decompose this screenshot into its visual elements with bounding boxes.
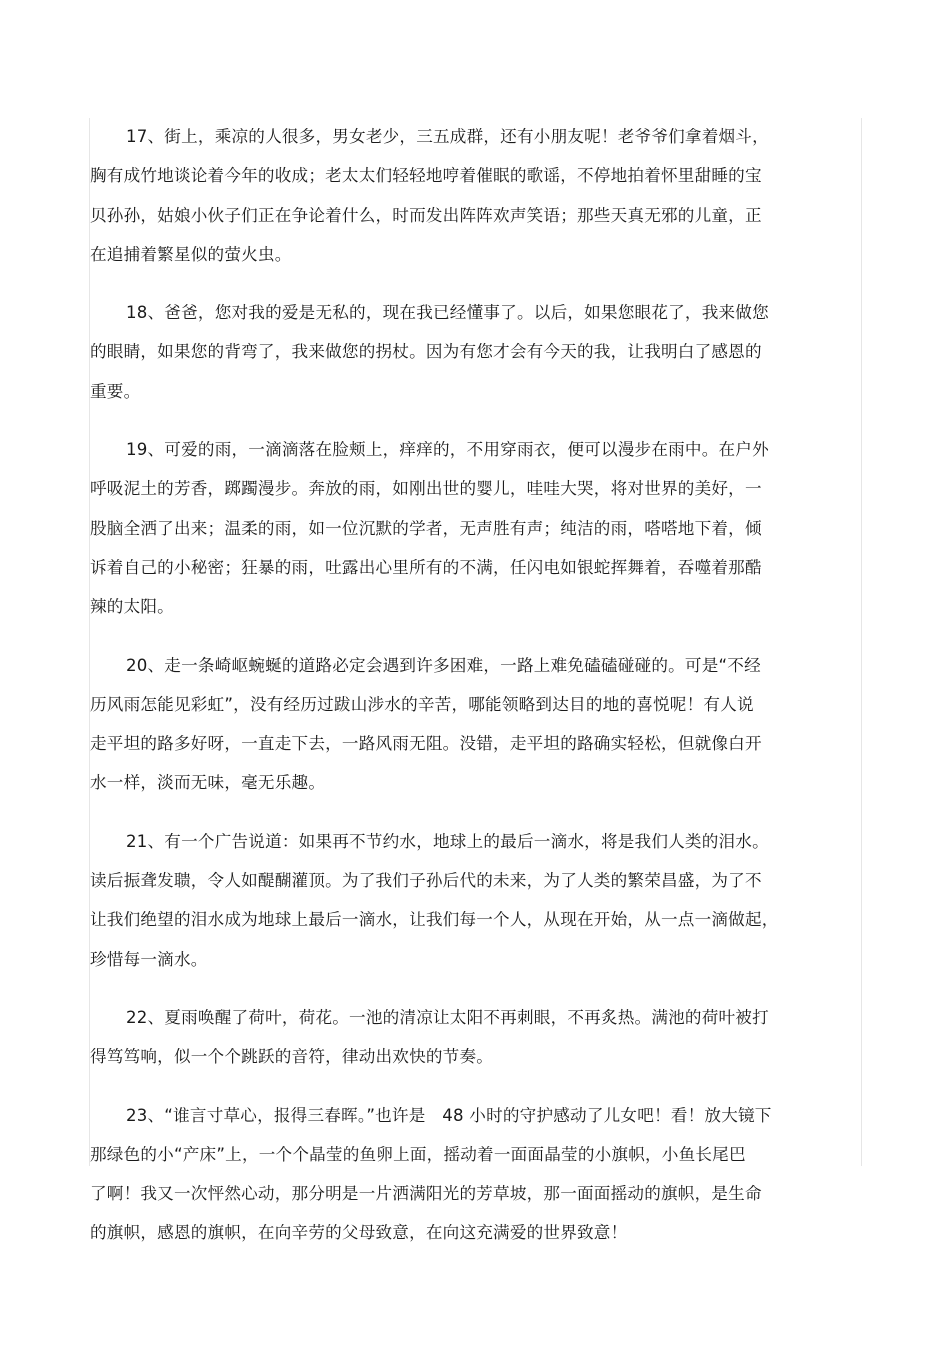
paragraph-line: 19、可爱的雨，一滴滴落在脸颊上，痒痒的，不用穿雨衣，便可以漫步在雨中。在户外: [126, 440, 769, 460]
document-body: [90, 117, 835, 1272]
paragraph-line: 珍惜每一滴水。: [90, 949, 208, 969]
paragraph-line: 23、“谁言寸草心，报得三春晖。”也许是 48 小时的守护感动了儿女吧！看！放大镜下: [126, 1105, 772, 1125]
paragraph-line: 辣的太阳。: [90, 597, 174, 617]
paragraph-line: 读后振聋发聩，令人如醍醐灌顶。为了我们子孙后代的未来，为了人类的繁荣昌盛，为了不: [90, 871, 762, 891]
paragraph-line: 贝孙孙，姑娘小伙子们正在争论着什么，时而发出阵阵欢声笑语；那些天真无邪的儿童，正: [90, 205, 762, 225]
paragraph-line: 胸有成竹地谈论着今年的收成；老太太们轻轻地哼着催眠的歌谣，不停地拍着怀里甜睡的宝: [90, 166, 762, 186]
paragraph-line: 了啊！我又一次怦然心动，那分明是一片洒满阳光的芳草坡，那一面面摇动的旗帜，是生命: [90, 1184, 762, 1204]
paragraph-line: 让我们绝望的泪水成为地球上最后一滴水，让我们每一个人，从现在开始，从一点一滴做起，: [90, 910, 779, 930]
paragraph-6: [90, 998, 835, 1077]
paragraph-3: [90, 430, 835, 626]
paragraph-line: 22、夏雨唤醒了荷叶，荷花。一池的清凉让太阳不再刺眼，不再炙热。满池的荷叶被打: [126, 1007, 769, 1027]
paragraph-4: [90, 646, 835, 803]
paragraph-2: [90, 293, 835, 411]
paragraph-5: [90, 822, 835, 979]
paragraph-line: 那绿色的小“产床”上，一个个晶莹的鱼卵上面，摇动着一面面晶莹的小旗帜，小鱼长尾巴: [90, 1144, 746, 1164]
paragraph-line: 得笃笃响，似一个个跳跃的音符，律动出欢快的节奏。: [90, 1047, 494, 1067]
paragraph-line: 18、爸爸，您对我的爱是无私的，现在我已经懂事了。以后，如果您眼花了，我来做您: [126, 303, 769, 323]
paragraph-line: 走平坦的路多好呀，一直走下去，一路风雨无阻。没错，走平坦的路确实轻松，但就像白开: [90, 734, 762, 754]
paragraph-1: [90, 117, 835, 274]
paragraph-line: 重要。: [90, 381, 141, 401]
paragraph-line: 诉着自己的小秘密；狂暴的雨，吐露出心里所有的不满，任闪电如银蛇挥舞着，吞噬着那酷: [90, 557, 762, 577]
paragraph-line: 股脑全洒了出来；温柔的雨，如一位沉默的学者，无声胜有声；纯洁的雨，嗒嗒地下着，倾: [90, 518, 762, 538]
paragraph-line: 17、街上，乘凉的人很多，男女老少，三五成群，还有小朋友呢！老爷爷们拿着烟斗，: [126, 127, 769, 146]
right-margin-rule: [861, 118, 862, 1166]
paragraph-line: 20、走一条崎岖蜿蜒的道路必定会遇到许多困难，一路上难免磕磕碰碰的。可是“不经: [126, 655, 761, 675]
paragraph-line: 的旗帜，感恩的旗帜，在向辛劳的父母致意，在向这充满爱的世界致意！: [90, 1223, 628, 1243]
paragraph-line: 21、有一个广告说道：如果再不节约水，地球上的最后一滴水，将是我们人类的泪水。: [126, 831, 769, 851]
paragraph-line: 在追捕着繁星似的萤火虫。: [90, 244, 292, 264]
paragraph-line: 的眼睛，如果您的背弯了，我来做您的拐杖。因为有您才会有今天的我，让我明白了感恩的: [90, 342, 762, 362]
paragraph-line: 历风雨怎能见彩虹”，没有经历过跋山涉水的辛苦，哪能领略到达目的地的喜悦呢！有人说: [90, 694, 754, 714]
paragraph-line: 水一样，淡而无味，毫无乐趣。: [90, 773, 326, 793]
paragraph-7: [90, 1096, 835, 1253]
paragraph-line: 呼吸泥土的芳香，踯躅漫步。奔放的雨，如刚出世的婴儿，哇哇大哭，将对世界的美好，一: [90, 479, 762, 499]
